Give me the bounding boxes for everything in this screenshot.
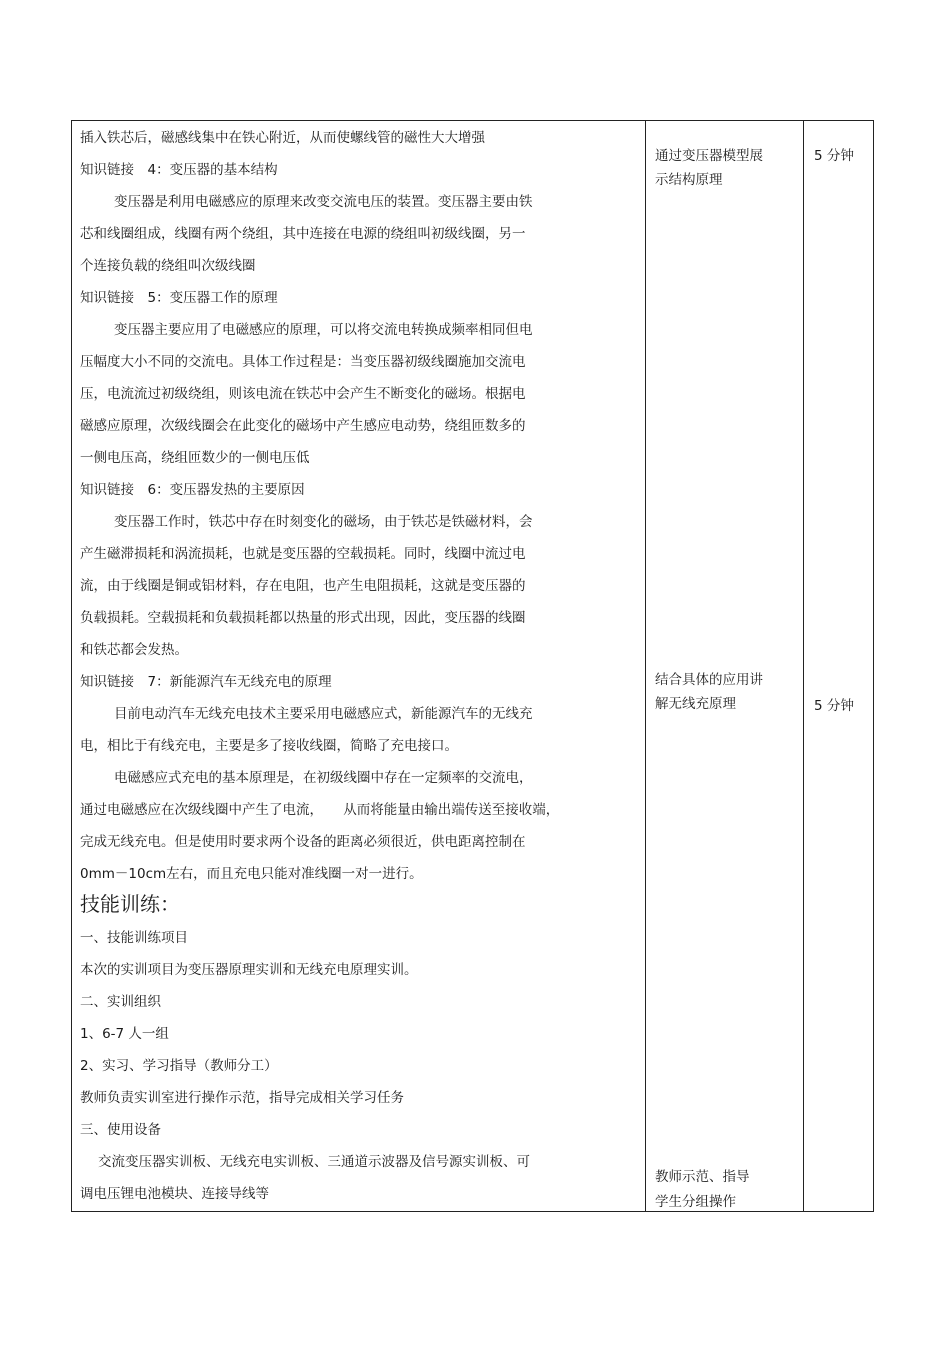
text-line: 变压器主要应用了电磁感应的原理，可以将交流电转换成频率相同但电 <box>114 322 533 338</box>
activity-text: 结合具体的应用讲 <box>655 672 763 688</box>
text-line: 一侧电压高，绕组匝数少的一侧电压低 <box>80 450 310 466</box>
text-line: 完成无线充电。但是使用时要求两个设备的距离必须很近，供电距离控制在 <box>80 834 526 850</box>
activity-text: 通过变压器模型展 <box>655 148 763 164</box>
section-heading: 三、使用设备 <box>80 1122 161 1138</box>
text-line: 和铁芯都会发热。 <box>80 642 188 658</box>
text-line: 教师负责实训室进行操作示范，指导完成相关学习任务 <box>80 1090 404 1106</box>
text-line: 2、实习、学习指导（教师分工） <box>80 1058 278 1074</box>
text-line: 0mm－10cm左右，而且充电只能对准线圈一对一进行。 <box>80 866 423 882</box>
section-heading: 知识链接 4：变压器的基本结构 <box>80 162 278 178</box>
column-divider <box>803 121 804 1211</box>
text-line: 通过电磁感应在次级线圈中产生了电流， 从而将能量由输出端传送至接收端， <box>80 802 560 818</box>
text-line: 芯和线圈组成，线圈有两个绕组，其中连接在电源的绕组叫初级线圈，另一 <box>80 226 526 242</box>
section-heading: 知识链接 5：变压器工作的原理 <box>80 290 278 306</box>
duration-text: 5 分钟 <box>814 698 854 714</box>
text-line: 压幅度大小不同的交流电。具体工作过程是：当变压器初级线圈施加交流电 <box>80 354 526 370</box>
text-line: 个连接负载的绕组叫次级线圈 <box>80 258 256 274</box>
skill-training-heading: 技能训练： <box>80 892 180 916</box>
activity-text: 示结构原理 <box>655 172 723 188</box>
text-line: 电磁感应式充电的基本原理是，在初级线圈中存在一定频率的交流电， <box>114 770 533 786</box>
activity-text: 学生分组操作 <box>655 1194 736 1210</box>
activity-text: 解无线充原理 <box>655 696 736 712</box>
text-line: 变压器工作时，铁芯中存在时刻变化的磁场，由于铁芯是铁磁材料，会 <box>114 514 533 530</box>
text-line: 磁感应原理，次级线圈会在此变化的磁场中产生感应电动势，绕组匝数多的 <box>80 418 526 434</box>
text-line: 1、6-7 人一组 <box>80 1026 169 1042</box>
activity-text: 教师示范、指导 <box>655 1169 750 1185</box>
text-line: 插入铁芯后，磁感线集中在铁心附近，从而使螺线管的磁性大大增强 <box>80 130 485 146</box>
section-heading: 二、实训组织 <box>80 994 161 1010</box>
text-line: 流，由于线圈是铜或铝材料，存在电阻，也产生电阻损耗，这就是变压器的 <box>80 578 526 594</box>
duration-text: 5 分钟 <box>814 148 854 164</box>
text-line: 变压器是利用电磁感应的原理来改变交流电压的装置。变压器主要由铁 <box>114 194 533 210</box>
text-line: 本次的实训项目为变压器原理实训和无线充电原理实训。 <box>80 962 418 978</box>
text-line: 交流变压器实训板、无线充电实训板、三通道示波器及信号源实训板、可 <box>98 1154 530 1170</box>
section-heading: 知识链接 6：变压器发热的主要原因 <box>80 482 305 498</box>
column-divider <box>645 121 646 1211</box>
section-heading: 一、技能训练项目 <box>80 930 188 946</box>
section-heading: 知识链接 7：新能源汽车无线充电的原理 <box>80 674 332 690</box>
text-line: 调电压锂电池模块、连接导线等 <box>80 1186 269 1202</box>
text-line: 目前电动汽车无线充电技术主要采用电磁感应式，新能源汽车的无线充 <box>114 706 533 722</box>
text-line: 压，电流流过初级绕组，则该电流在铁芯中会产生不断变化的磁场。根据电 <box>80 386 526 402</box>
text-line: 产生磁滞损耗和涡流损耗，也就是变压器的空载损耗。同时，线圈中流过电 <box>80 546 526 562</box>
text-line: 负载损耗。空载损耗和负载损耗都以热量的形式出现，因此，变压器的线圈 <box>80 610 526 626</box>
lesson-plan-table <box>71 120 874 1212</box>
text-line: 电，相比于有线充电，主要是多了接收线圈，简略了充电接口。 <box>80 738 458 754</box>
